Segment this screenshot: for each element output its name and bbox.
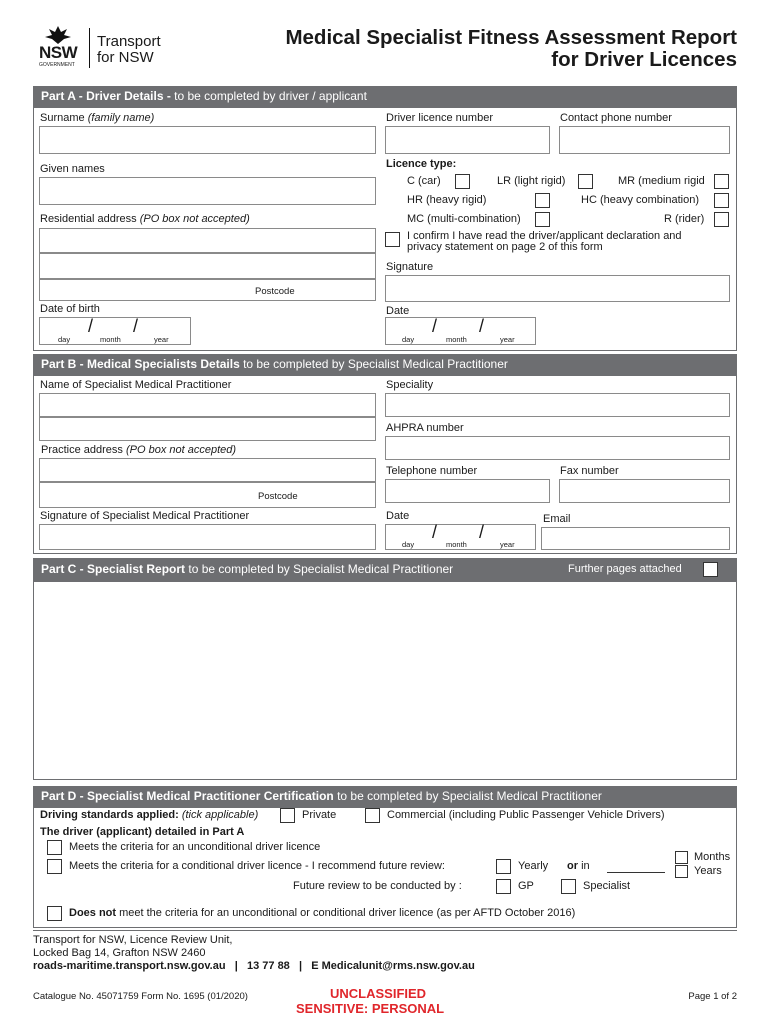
contact-phone-field[interactable] — [559, 126, 730, 154]
private-label: Private — [302, 809, 337, 821]
licence-mr-checkbox[interactable] — [714, 174, 729, 189]
b-date-month-hint: month — [446, 540, 467, 549]
form-title-line1: Medical Specialist Fitness Assessment Report — [285, 26, 737, 49]
licence-lr-label: LR (light rigid) — [497, 175, 566, 187]
licence-mc-label: MC (multi-combination) — [407, 213, 521, 225]
b-date-label: Date — [386, 510, 410, 522]
driver-detailed-label: The driver (applicant) detailed in Part A — [40, 826, 245, 838]
practice-address-field-1[interactable] — [39, 458, 376, 482]
a-date-day-hint: day — [402, 335, 415, 344]
specialist-report-area[interactable] — [33, 581, 737, 780]
a-date-slash-1: / — [432, 316, 438, 336]
licence-c-label: C (car) — [407, 175, 441, 187]
years-checkbox[interactable] — [675, 865, 688, 878]
months-label: Months — [694, 851, 731, 863]
footer-email[interactable]: E Medicalunit@rms.nsw.gov.au — [311, 960, 475, 972]
address-field-line1[interactable] — [39, 228, 376, 253]
footer-phone: 13 77 88 — [246, 960, 290, 972]
address-label: Residential address (PO box not accepted) — [40, 213, 250, 225]
specialist-name-field[interactable] — [39, 393, 376, 417]
specialist-checkbox[interactable] — [561, 879, 576, 894]
postcode-field[interactable] — [39, 279, 376, 301]
signature-field[interactable] — [385, 275, 730, 302]
surname-field[interactable] — [39, 126, 376, 154]
yearly-label: Yearly — [518, 860, 549, 872]
licence-hr-checkbox[interactable] — [535, 193, 550, 208]
postcode-label: Postcode — [255, 286, 295, 297]
nsw-government-logo — [33, 26, 83, 70]
form-title-line2: for Driver Licences — [551, 48, 737, 71]
b-date-slash-1: / — [432, 522, 438, 542]
commercial-checkbox[interactable] — [365, 808, 380, 823]
commercial-label: Commercial (including Public Passenger Vehicle Drivers) — [387, 809, 665, 821]
part-c-heading: Part C - Specialist Report to be completed by Specialist Medical Practitioner — [33, 558, 737, 581]
gov-sub: GOVERNMENT — [39, 62, 75, 68]
licence-c-checkbox[interactable] — [455, 174, 470, 189]
practice-postcode-label: Postcode — [258, 491, 298, 502]
fax-label: Fax number — [560, 465, 619, 477]
practice-address-label: Practice address (PO box not accepted) — [41, 444, 237, 456]
licence-number-label: Driver licence number — [386, 112, 493, 124]
speciality-field[interactable] — [385, 393, 730, 417]
specialist-name-label: Name of Specialist Medical Practitioner — [40, 379, 232, 391]
specialist-label: Specialist — [583, 880, 631, 892]
agency-name: Transport for NSW — [97, 33, 161, 66]
licence-r-label: R (rider) — [664, 213, 705, 225]
ahpra-field[interactable] — [385, 436, 730, 460]
part-d-heading: Part D - Specialist Medical Practitioner Certification to be completed by Specialist Medical Practitioner — [33, 786, 737, 807]
dob-month-hint: month — [100, 335, 121, 344]
specialist-name-field-2[interactable] — [39, 417, 376, 441]
b-date-day-hint: day — [402, 540, 415, 549]
gp-checkbox[interactable] — [496, 879, 511, 894]
gp-label: GP — [518, 880, 534, 892]
licence-mc-checkbox[interactable] — [535, 212, 550, 227]
standards-label: Driving standards applied: (tick applicable) — [40, 809, 259, 821]
surname-label: Surname (family name) — [40, 112, 155, 124]
licence-r-checkbox[interactable] — [714, 212, 729, 227]
licence-mr-label: MR (medium rigid — [618, 175, 705, 187]
given-names-field[interactable] — [39, 177, 376, 205]
does-not-label: Does not meet the criteria for an unconditional or conditional driver licence (as per AFTD October 2016) — [69, 907, 576, 919]
dob-slash-1: / — [88, 316, 94, 336]
years-label: Years — [694, 865, 722, 877]
practice-address-field-2[interactable] — [39, 482, 376, 508]
a-date-month-hint: month — [446, 335, 467, 344]
contact-phone-label: Contact phone number — [560, 112, 672, 124]
specialist-signature-field[interactable] — [39, 524, 376, 550]
address-field-line2[interactable] — [39, 253, 376, 279]
b-date-slash-2: / — [479, 522, 485, 542]
dob-year-hint: year — [154, 335, 169, 344]
private-checkbox[interactable] — [280, 808, 295, 823]
footer-address-2: Locked Bag 14, Grafton NSW 2460 — [33, 947, 206, 959]
specialist-signature-label: Signature of Specialist Medical Practitioner — [40, 510, 250, 522]
dob-label: Date of birth — [40, 303, 100, 315]
confirm-text: I confirm I have read the driver/applicant declaration and privacy statement on page 2 of this form — [407, 230, 682, 253]
licence-number-field[interactable] — [385, 126, 550, 154]
does-not-checkbox[interactable] — [47, 906, 62, 921]
or-in-label: or in — [567, 860, 590, 872]
dob-slash-2: / — [133, 316, 139, 336]
email-field[interactable] — [541, 527, 730, 550]
licence-hc-label: HC (heavy combination) — [581, 194, 699, 206]
further-pages-checkbox[interactable] — [703, 562, 718, 577]
review-by-label: Future review to be conducted by : — [293, 880, 462, 892]
licence-hr-label: HR (heavy rigid) — [407, 194, 487, 206]
confirm-checkbox[interactable] — [385, 232, 400, 247]
page-number: Page 1 of 2 — [688, 991, 737, 1002]
licence-hc-checkbox[interactable] — [714, 193, 729, 208]
telephone-label: Telephone number — [386, 465, 478, 477]
licence-type-label: Licence type: — [386, 158, 457, 170]
months-checkbox[interactable] — [675, 851, 688, 864]
waratah-icon — [45, 26, 71, 44]
b-date-year-hint: year — [500, 540, 515, 549]
licence-lr-checkbox[interactable] — [578, 174, 593, 189]
a-date-slash-2: / — [479, 316, 485, 336]
footer-divider — [33, 930, 737, 931]
footer-website[interactable]: roads-maritime.transport.nsw.gov.au — [33, 960, 226, 972]
speciality-label: Speciality — [386, 379, 434, 391]
classification-line2: SENSITIVE: PERSONAL — [296, 1001, 445, 1016]
a-date-label: Date — [386, 305, 410, 317]
ahpra-label: AHPRA number — [386, 422, 464, 434]
further-pages-label: Further pages attached — [568, 563, 682, 575]
fax-field[interactable] — [559, 479, 730, 503]
email-label: Email — [543, 513, 571, 525]
catalogue-number: Catalogue No. 45071759 Form No. 1695 (01/2020) — [33, 991, 248, 1002]
unconditional-label: Meets the criteria for an unconditional driver licence — [69, 841, 321, 853]
classification-line1: UNCLASSIFIED — [330, 986, 427, 1001]
footer-address-1: Transport for NSW, Licence Review Unit, — [33, 934, 233, 946]
review-period-field[interactable] — [607, 872, 665, 873]
part-a-heading: Part A - Driver Details - to be completed by driver / applicant — [33, 86, 737, 107]
signature-label: Signature — [386, 261, 434, 273]
footer-contact: roads-maritime.transport.nsw.gov.au | 13 77 88 | E Medicalunit@rms.nsw.gov.au — [33, 960, 475, 972]
gov-name: NSW — [39, 43, 78, 62]
given-names-label: Given names — [40, 163, 105, 175]
yearly-checkbox[interactable] — [496, 859, 511, 874]
telephone-field[interactable] — [385, 479, 550, 503]
conditional-label: Meets the criteria for a conditional driver licence - I recommend future review: — [69, 860, 445, 872]
part-b-heading: Part B - Medical Specialists Details to be completed by Specialist Medical Practitioner — [33, 354, 737, 375]
a-date-year-hint: year — [500, 335, 515, 344]
conditional-checkbox[interactable] — [47, 859, 62, 874]
logo-divider — [89, 28, 90, 68]
dob-day-hint: day — [58, 335, 71, 344]
unconditional-checkbox[interactable] — [47, 840, 62, 855]
